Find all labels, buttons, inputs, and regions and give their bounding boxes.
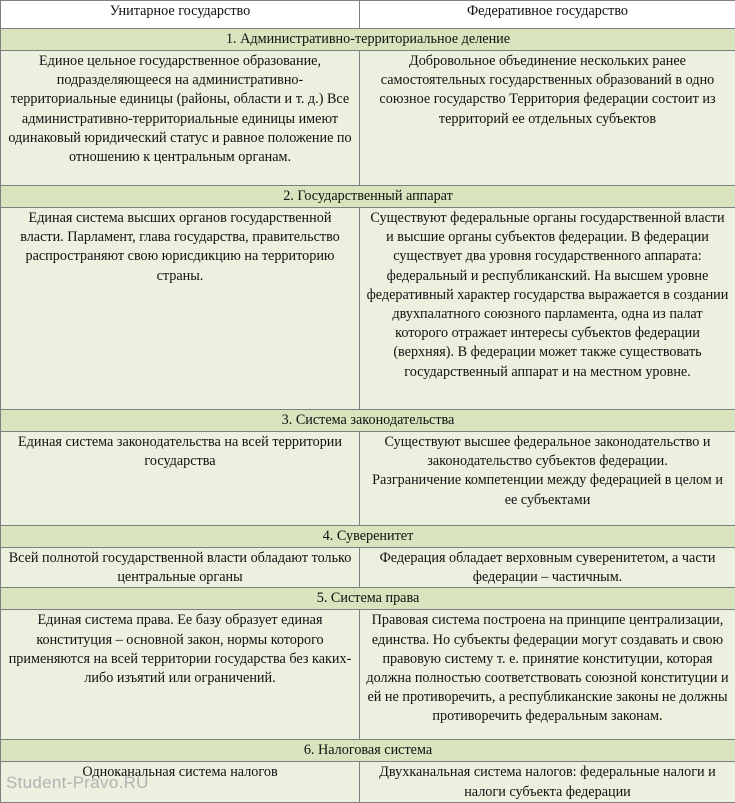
header-unitary: Унитарное государство [1,1,360,29]
federal-cell [360,432,735,526]
section-title: 6. Налоговая система [1,740,735,762]
section-title: 2. Государственный аппарат [1,186,735,208]
federal-cell-text: Существуют высшее федеральное законодательство и законодательство субъектов федерации. [366,433,729,471]
federal-cell: Федерация обладает верховным суверенитетом, а части федерации – частичным. [360,548,735,588]
section-title: 3. Система законодательства [1,410,735,432]
header-federal: Федеративное государство [360,1,735,29]
section-row [1,186,735,208]
table-row [1,208,735,410]
section-row [1,740,735,762]
table-row [1,432,735,526]
federal-cell-extra: Разграничение компетенции между федерацией в целом и ее субъектами [366,471,729,509]
unitary-cell: Единое цельное государственное образование, подразделяющееся на административно-территориальные единицы (районы, области и т. д.) Все административно-территориальные единицы имеют одинаковый юридический статус и равное положение по отношению к центральным органам. [1,51,360,186]
watermark: Student-Pravo.RU [6,773,149,793]
section-title: 1. Административно-территориальное деление [1,29,735,51]
table-row [1,51,735,186]
table-row [1,610,735,740]
section-title: 5. Система права [1,588,735,610]
unitary-cell: Единая система законодательства на всей территории государства [1,432,360,526]
header-row [1,1,735,29]
federal-cell: Правовая система построена на принципе централизации, единства. Но субъекты федерации могут создавать и свою правовую систему т. е. принятие конституции, которая должна полностью соответствовать союзной конституции и ей не противоречить, а республиканские законы не должны противоречить федеральным законам. [360,610,735,740]
unitary-cell: Всей полнотой государственной власти обладают только центральные органы [1,548,360,588]
section-row [1,526,735,548]
unitary-cell: Единая система высших органов государственной власти. Парламент, глава государства, правительство распространяют свою юрисдикцию на территорию страны. [1,208,360,410]
federal-cell: Добровольное объединение нескольких ранее самостоятельных государственных образований в одно союзное государство Территория федерации состоит из территорий ее отдельных субъектов [360,51,735,186]
section-row [1,410,735,432]
table-row [1,548,735,588]
section-row [1,588,735,610]
federal-cell: Двухканальная система налогов: федеральные налоги и налоги субъекта федерации [360,762,735,802]
unitary-cell: Единая система права. Ее базу образует единая конституция – основной закон, нормы которого применяются на всей территории государства без каких-либо изъятий или ограничений. [1,610,360,740]
unitary-cell: Одноканальная система налогов [1,762,360,802]
section-row [1,29,735,51]
table-row [1,762,735,802]
federal-cell: Существуют федеральные органы государственной власти и высшие органы субъектов федерации. В федерации существует два уровня государственного аппарата: федеральный и республиканский. На высшем уровне федеративный характер государства выражается в создании двухпалатного союзного парламента, одна из палат которого отражает интересы субъектов федерации (верхняя). В федерации может также существовать государственный аппарат и на местном уровне. [360,208,735,410]
section-title: 4. Суверенитет [1,526,735,548]
